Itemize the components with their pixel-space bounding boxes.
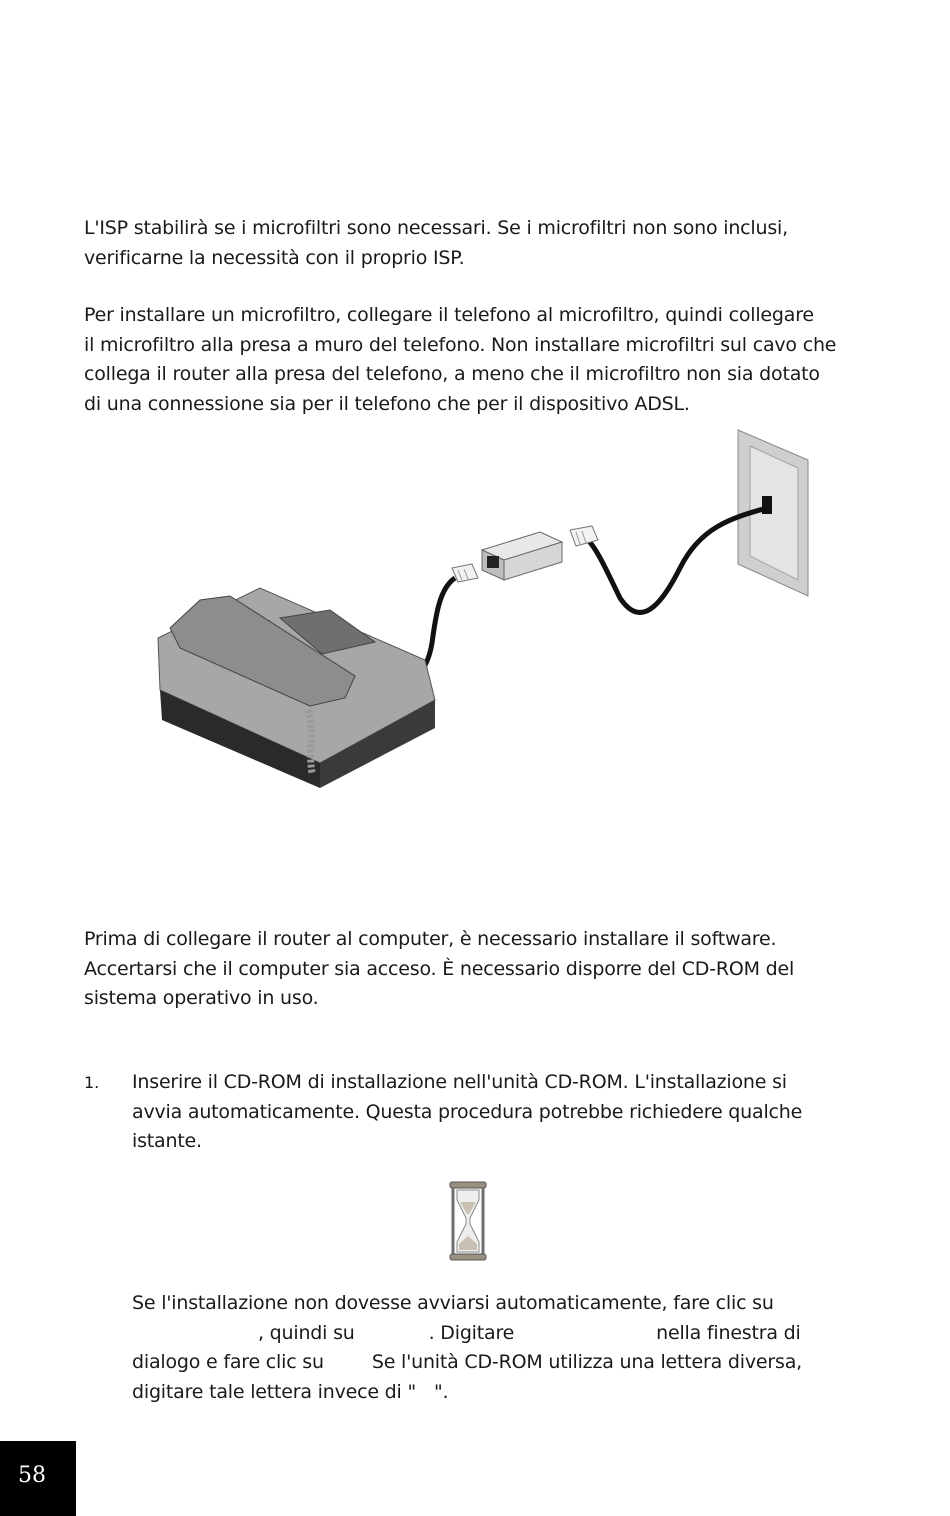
text-line <box>132 1378 872 1408</box>
rj11-plug-wall <box>570 526 598 546</box>
text-line <box>132 1319 872 1349</box>
text-line: il microfiltro alla presa a muro del telefono. Non installare microfiltri sul cavo che <box>84 333 837 356</box>
paragraph-microfilter-need <box>84 214 884 273</box>
text-line: Accertarsi che il computer sia acceso. È necessario disporre del CD-ROM del <box>84 957 795 980</box>
text-fragment: dialogo e fare clic su <box>132 1351 324 1373</box>
telephone <box>158 588 435 788</box>
autostart-note <box>132 1289 872 1407</box>
text-line: di una connessione sia per il telefono che per il dispositivo ADSL. <box>84 392 690 415</box>
text-fragment: Se l'unità CD-ROM utilizza una lettera diversa, <box>371 1351 802 1373</box>
text-line: collega il router alla presa del telefono, a meno che il microfiltro non sia dotato <box>84 363 820 385</box>
text-line <box>132 1348 872 1378</box>
text-line: Inserire il CD-ROM di installazione nell'unità CD-ROM. L'installazione si <box>132 1071 787 1093</box>
text-fragment: . Digitare <box>428 1321 515 1344</box>
text-line: istante. <box>132 1130 202 1152</box>
text-line: Prima di collegare il router al computer, è necessario installare il software. <box>84 928 777 950</box>
rj11-plug-phone <box>452 564 478 582</box>
text-line: sistema operativo in uso. <box>84 987 319 1009</box>
paragraph-software-intro <box>84 925 884 1014</box>
hourglass-icon <box>444 1180 492 1262</box>
text-fragment: ". <box>434 1380 449 1403</box>
paragraph-microfilter-install <box>84 301 884 419</box>
text-fragment: , quindi su <box>258 1321 355 1344</box>
page-number: 58 <box>18 1463 46 1488</box>
text-line: avvia automaticamente. Questa procedura potrebbe richiedere qualche <box>132 1100 803 1123</box>
text-line: verificarne la necessità con il proprio ISP. <box>84 246 465 269</box>
text-fragment: digitare tale lettera invece di " <box>132 1380 416 1403</box>
text-line: Per installare un microfiltro, collegare il telefono al microfiltro, quindi collegare <box>84 304 814 326</box>
text-line: Se l'installazione non dovesse avviarsi automaticamente, fare clic su <box>132 1292 774 1314</box>
page-number-badge <box>0 1441 76 1516</box>
text-fragment: nella finestra di <box>656 1321 801 1344</box>
microfilter-device <box>482 532 562 580</box>
step-number: 1. <box>84 1073 100 1092</box>
microfilter-installation-illustration <box>140 428 810 788</box>
text-line: L'ISP stabilirà se i microfiltri sono necessari. Se i microfiltri non sono inclusi, <box>84 217 788 239</box>
step-1-text <box>132 1068 872 1157</box>
